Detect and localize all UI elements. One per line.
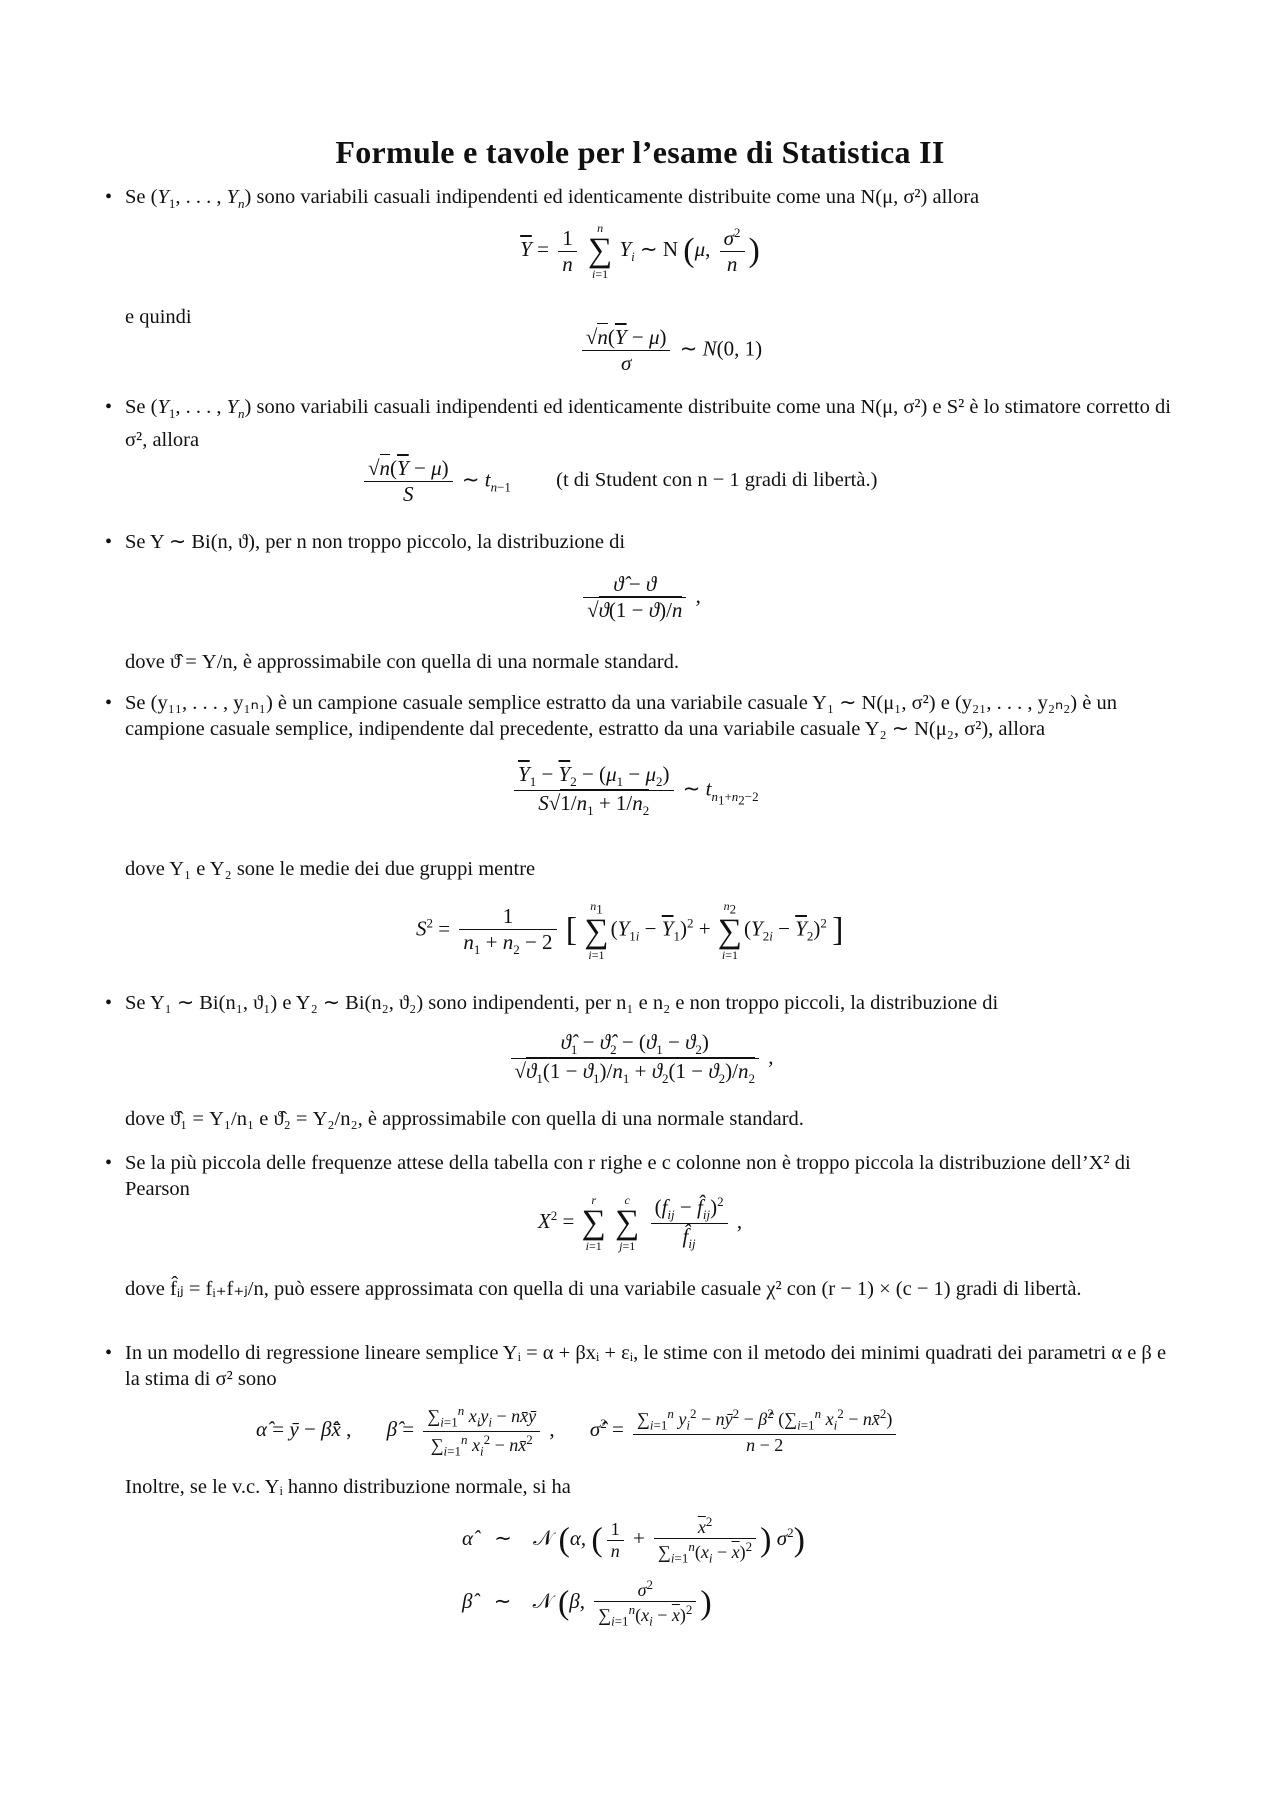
bullet-4	[105, 690, 1185, 742]
bullet-1-text: sono variabili casuali indipendenti ed identicamente distribuite come una N(μ, σ²) allora	[256, 186, 980, 208]
formula-beta-dist: β̂ ∼ 𝒩 (β, $\frac{\sigma^2}{\sum_{i=1}^n(x_i - \overline{x})^2}$ )	[462, 1577, 712, 1629]
text-normal-errors: Inoltre, se le v.c. Yᵢ hanno distribuzione normale, si ha	[125, 1476, 571, 1498]
bullet-3-text: Se Y ∼ Bi(n, ϑ), per n non troppo piccolo, la distribuzione di	[125, 531, 626, 553]
formula-prop: $\frac{ϑ̂ - ϑ}{√ϑ(1 - ϑ)/n}$ ,	[0, 572, 1280, 623]
formula-pooled-variance: $S^2$ = $\frac{1}{n_1 + n_2 - 2}$ [ $n_1$ ∑ $i=1(Y_{1i} - \overline{Y}_1)^2 + n_2$ ∑ $i=1(Y_{2i} - \overline{Y}_2)^2$ ]	[416, 899, 844, 963]
bullet-dot: •	[105, 692, 113, 714]
text-e-quindi: e quindi	[125, 306, 192, 328]
bullet-dot: •	[105, 186, 113, 208]
bullet-5-text: Se Y₁ ∼ Bi(n₁, ϑ₁) e Y₂ ∼ Bi(n₂, ϑ₂) sono indipendenti, per n₁ e n₂ e non troppo piccoli, la distribuzione di	[125, 992, 999, 1014]
formula-two-props: $\frac{ϑ̂_1 - ϑ̂_2 - (ϑ_1 - ϑ_2)}{√ϑ_1(1 - ϑ_1)/n_1 + ϑ_2(1 - ϑ_2)/n_2}$ ,	[0, 1030, 1280, 1087]
bullet-2: • Se ($Y_1$, . . . , $Y_n$) sono variabili casuali indipendenti ed identicamente distribuite come una N(μ, σ²) e S² è lo stimatore corretto di σ², allora	[105, 396, 1171, 452]
text-prop-normal: dove ϑ̂ = Y/n, è approssimabile con quella di una normale standard.	[125, 651, 679, 673]
bullet-7	[105, 1340, 1185, 1392]
bullet-4-text: Se (y₁₁, . . . , y₁ₙ₁) è un campione casuale semplice estratto da una variabile casuale Y₁ ∼ N(μ₁, σ²) e (y₂₁, . . . , y₂ₙ₂) è un campione casuale semplice, indipendente dal precedente, estratto da una variabile casuale Y₂ ∼ N(μ₂, σ²), allora	[125, 692, 1117, 740]
formula-mean-dist: $\overline{Y}$ = $\frac{1}{n}$ n ∑ i=1 $Y_i$ ∼ N (μ, $\frac{\sigma^2}{n}$ )	[520, 221, 760, 281]
formula-two-means: $\frac{\overline{Y}_1 - \overline{Y}_2 - (\mu_1 - \mu_2)}{S√1/n_1 + 1/n_2}$ ∼ $t_{n_1+n_2-2}$	[510, 762, 1070, 819]
bullet-dot: •	[105, 1342, 113, 1364]
formula-t-student: $\frac{√n(\overline{Y} - \mu)}{S}$ ∼ $t_{n-1}$ (t di Student con n − 1 gradi di libertà.)	[360, 456, 1060, 507]
bullet-7-text: In un modello di regressione lineare semplice Yᵢ = α + βxᵢ + εᵢ, le stime con il metodo dei minimi quadrati dei parametri α e β e la stima di σ² sono	[125, 1342, 1167, 1390]
bullet-dot: •	[105, 992, 113, 1014]
formula-ls-estimates: α̂ = ȳ − β̂x̄ , β̂ = $\frac{\sum_{i=1}^n x_iy_i - nx̄ȳ}{\sum_{i=1}^n x_i^2 - nx̄^2}$ , σ̂$^2$ = $\frac{\sum_{i=1}^n y_i^2 - nȳ^2 - \betâ^2 (\sum_{i=1}^n x_i^2 - nx̄^2)}{n - 2}$	[256, 1403, 1156, 1459]
text-group-means: dove Y₁ e Y₂ sone le medie dei due gruppi mentre	[125, 858, 536, 880]
text-chi-square-approx	[125, 1276, 1185, 1302]
bullet-dot: •	[105, 531, 113, 553]
formula-standardized: $\frac{√n(\overline{Y} - \mu)}{\sigma}$ ∼ N(0, 1)	[0, 325, 1280, 376]
bullet-dot: •	[105, 1152, 113, 1174]
bullet-1: • Se ($Y_1$, . . . , $Y_n$) sono variabili casuali indipendenti ed identicamente distribuite come una N(μ, σ²) allora	[105, 186, 980, 212]
t-student-note: (t di Student con n − 1 gradi di libertà.)	[556, 469, 878, 492]
bullet-dot: •	[105, 396, 113, 418]
bullet-5	[105, 990, 1185, 1016]
text-two-props-normal: dove ϑ̂₁ = Y₁/n₁ e ϑ̂₂ = Y₂/n₂, è approssimabile con quella di una normale standard.	[125, 1108, 804, 1130]
text-chi-square-approx-body: dove f̂ᵢⱼ = fᵢ₊f₊ⱼ/n, può essere approssimata con quella di una variabile casuale χ² con (r − 1) × (c − 1) gradi di libertà.	[125, 1278, 1082, 1300]
formula-chi-square: $X^2 = r$ ∑ i=1 c ∑ j=1 $\frac{(f_{ij} - f̂_{ij})^2}{f̂_{ij}}$ ,	[537, 1193, 743, 1254]
page-title: Formule e tavole per l’esame di Statistica II	[335, 134, 945, 170]
bullet-3	[105, 529, 1185, 555]
bullet-2-text: sono variabili casuali indipendenti ed identicamente distribuite come una N(μ, σ²) e S² è lo stimatore corretto di σ², allora	[125, 396, 1171, 452]
formula-alpha-dist: α̂ ∼ 𝒩 (α, ( $\frac{1}{n}$ + $\frac{\overline{x}^2}{\sum_{i=1}^n(x_i - \overline{x})^2}$ ) $\sigma^2$)	[462, 1514, 805, 1566]
bullet-6-text: Se la più piccola delle frequenze attese della tabella con r righe e c colonne non è troppo piccola la distribuzione dell’X² di Pearson	[125, 1152, 1131, 1200]
